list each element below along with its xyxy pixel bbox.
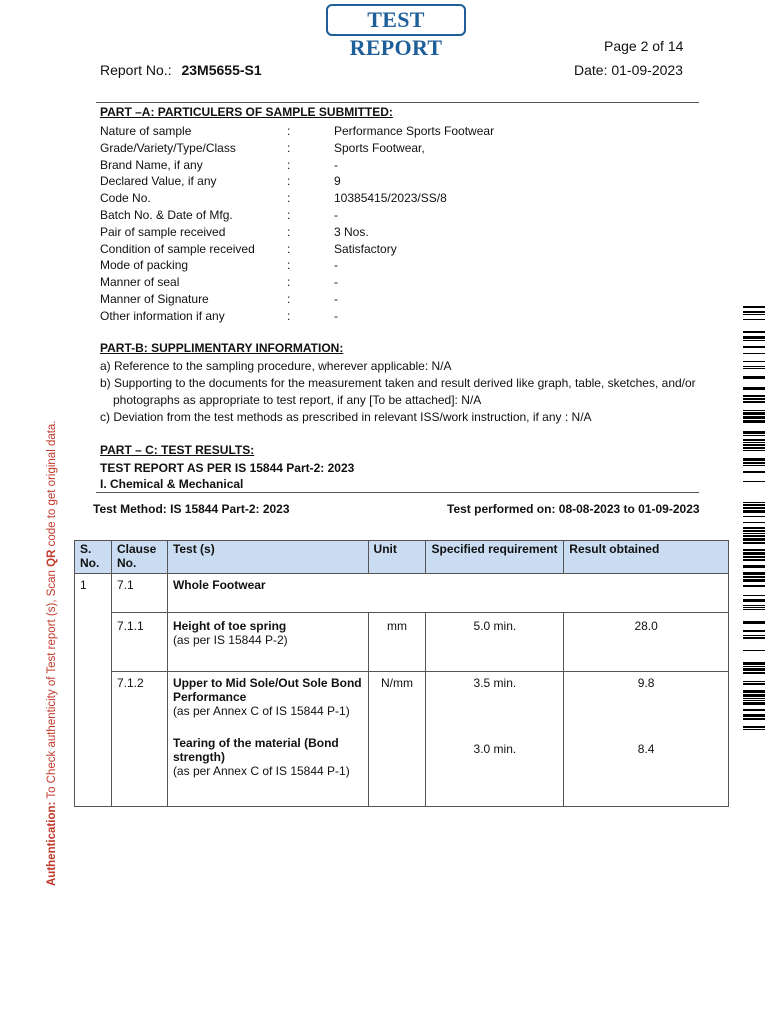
test-performed-dates: Test performed on: 08-08-2023 to 01-09-2023 bbox=[447, 502, 700, 516]
particular-label: Manner of seal bbox=[100, 275, 180, 290]
table-header-row bbox=[75, 541, 729, 574]
particular-label: Mode of packing bbox=[100, 258, 189, 273]
auth-text-2: code to get original data. bbox=[46, 420, 58, 550]
header-divider bbox=[96, 102, 699, 103]
part-c-title: PART – C: TEST RESULTS: bbox=[100, 443, 255, 457]
particular-colon: : bbox=[287, 157, 291, 172]
test-reference: (as per IS 15844 P-2) bbox=[172, 633, 288, 647]
part-b-item-b: b) Supporting to the documents for the measurement taken and result derived like graph, table, sketches, and/or bbox=[100, 376, 696, 390]
cell-result: 28.0 bbox=[564, 613, 729, 672]
col-result: Result obtained bbox=[564, 541, 729, 574]
particular-colon: : bbox=[287, 174, 291, 189]
test-name: Height of toe spring bbox=[172, 619, 287, 633]
part-c-subtitle: TEST REPORT AS PER IS 15844 Part-2: 2023 bbox=[100, 461, 355, 475]
cell-clause: 7.1 bbox=[111, 574, 167, 613]
particular-colon: : bbox=[287, 140, 291, 155]
particular-colon: : bbox=[287, 224, 291, 239]
particular-value: - bbox=[334, 258, 338, 273]
report-number bbox=[100, 62, 262, 78]
particular-label: Declared Value, if any bbox=[100, 174, 217, 189]
report-date: Date: 01-09-2023 bbox=[574, 62, 683, 78]
particular-row bbox=[100, 140, 700, 157]
table-row-toe-spring bbox=[75, 613, 729, 672]
particular-label: Condition of sample received bbox=[100, 241, 255, 256]
report-no-label: Report No.: bbox=[100, 62, 172, 78]
cell-sno: 1 bbox=[75, 574, 112, 807]
test-reference: (as per Annex C of IS 15844 P-1) bbox=[172, 704, 350, 718]
part-c-divider bbox=[96, 492, 699, 493]
cell-unit: mm bbox=[368, 613, 426, 672]
test-name: Upper to Mid Sole/Out Sole Bond Performance bbox=[172, 676, 362, 704]
particular-value: - bbox=[334, 291, 338, 306]
page-number: Page 2 of 14 bbox=[604, 38, 684, 54]
particular-value: - bbox=[334, 308, 338, 323]
particular-colon: : bbox=[287, 308, 291, 323]
particular-row bbox=[100, 224, 700, 241]
particular-label: Grade/Variety/Type/Class bbox=[100, 140, 236, 155]
barcode-icon bbox=[743, 306, 765, 730]
particular-value: Satisfactory bbox=[334, 241, 397, 256]
test-method: Test Method: IS 15844 Part-2: 2023 bbox=[93, 502, 290, 516]
particular-value: Performance Sports Footwear bbox=[334, 124, 495, 138]
cell-unit: N/mm bbox=[368, 672, 426, 807]
particular-colon: : bbox=[287, 241, 291, 256]
particular-row bbox=[100, 291, 700, 308]
particular-value: - bbox=[334, 157, 338, 172]
test-name-tearing: Tearing of the material (Bond strength) bbox=[172, 736, 339, 764]
part-b-title: PART-B: SUPPLIMENTARY INFORMATION: bbox=[100, 341, 344, 355]
part-b-item-c: c) Deviation from the test methods as prescribed in relevant ISS/work instruction, if any : N/A bbox=[100, 410, 592, 424]
particular-label: Pair of sample received bbox=[100, 224, 226, 239]
particular-colon: : bbox=[287, 191, 291, 206]
col-sno: S. No. bbox=[75, 541, 112, 574]
particular-value: - bbox=[334, 275, 338, 290]
col-unit: Unit bbox=[368, 541, 426, 574]
cell-test: Whole Footwear bbox=[167, 574, 728, 613]
particular-value: 3 Nos. bbox=[334, 224, 369, 239]
part-a-title: PART –A: PARTICULERS OF SAMPLE SUBMITTED: bbox=[100, 105, 393, 119]
particular-colon: : bbox=[287, 207, 291, 222]
particular-label: Other information if any bbox=[100, 308, 225, 323]
particular-colon: : bbox=[287, 258, 291, 273]
particular-value: 9 bbox=[334, 174, 341, 189]
result-bond: 9.8 bbox=[637, 676, 655, 690]
particular-value: - bbox=[334, 207, 338, 222]
part-b-item-b-cont: photographs as appropriate to test report, if any [To be attached]: N/A bbox=[113, 393, 482, 407]
cell-clause: 7.1.1 bbox=[111, 613, 167, 672]
col-test: Test (s) bbox=[167, 541, 368, 574]
spec-bond: 3.5 min. bbox=[473, 676, 517, 690]
particular-row bbox=[100, 257, 700, 274]
particular-colon: : bbox=[287, 124, 291, 138]
particular-label: Manner of Signature bbox=[100, 291, 209, 306]
cell-test bbox=[167, 613, 368, 672]
auth-qr: QR bbox=[46, 549, 58, 567]
particular-row bbox=[100, 173, 700, 190]
table-row-bond-performance bbox=[75, 672, 729, 807]
table-row-whole-footwear bbox=[75, 574, 729, 613]
results-table bbox=[74, 540, 729, 807]
particular-label: Batch No. & Date of Mfg. bbox=[100, 207, 233, 222]
auth-text-1: To Check authenticity of Test report (s), Scan bbox=[46, 566, 58, 802]
col-spec: Specified requirement bbox=[426, 541, 564, 574]
particular-row bbox=[100, 157, 700, 174]
auth-label: Authentication: bbox=[46, 801, 58, 886]
result-tearing: 8.4 bbox=[637, 742, 655, 756]
particular-row bbox=[100, 274, 700, 291]
cell-spec: 5.0 min. bbox=[426, 613, 564, 672]
sample-particulars bbox=[100, 123, 700, 325]
test-report-logo: TEST REPORT bbox=[326, 4, 466, 36]
particular-label: Nature of sample bbox=[100, 124, 192, 138]
particular-row bbox=[100, 190, 700, 207]
cell-spec bbox=[426, 672, 564, 807]
particular-row bbox=[100, 308, 700, 325]
part-b-item-a: a) Reference to the sampling procedure, wherever applicable: N/A bbox=[100, 359, 452, 373]
authentication-side-note bbox=[46, 420, 58, 886]
cell-result bbox=[564, 672, 729, 807]
particular-row bbox=[100, 123, 700, 140]
particular-row bbox=[100, 207, 700, 224]
cell-clause: 7.1.2 bbox=[111, 672, 167, 807]
particular-row bbox=[100, 241, 700, 258]
particular-colon: : bbox=[287, 291, 291, 306]
col-clause: Clause No. bbox=[111, 541, 167, 574]
particular-value: Sports Footwear, bbox=[334, 140, 425, 155]
report-no-value: 23M5655-S1 bbox=[181, 62, 262, 78]
test-reference-tearing: (as per Annex C of IS 15844 P-1) bbox=[172, 764, 350, 778]
particular-label: Code No. bbox=[100, 191, 151, 206]
particular-colon: : bbox=[287, 275, 291, 290]
spec-tearing: 3.0 min. bbox=[473, 742, 517, 756]
cell-test bbox=[167, 672, 368, 807]
particular-label: Brand Name, if any bbox=[100, 157, 203, 172]
part-c-section: I. Chemical & Mechanical bbox=[100, 477, 244, 491]
particular-value: 10385415/2023/SS/8 bbox=[334, 191, 447, 206]
